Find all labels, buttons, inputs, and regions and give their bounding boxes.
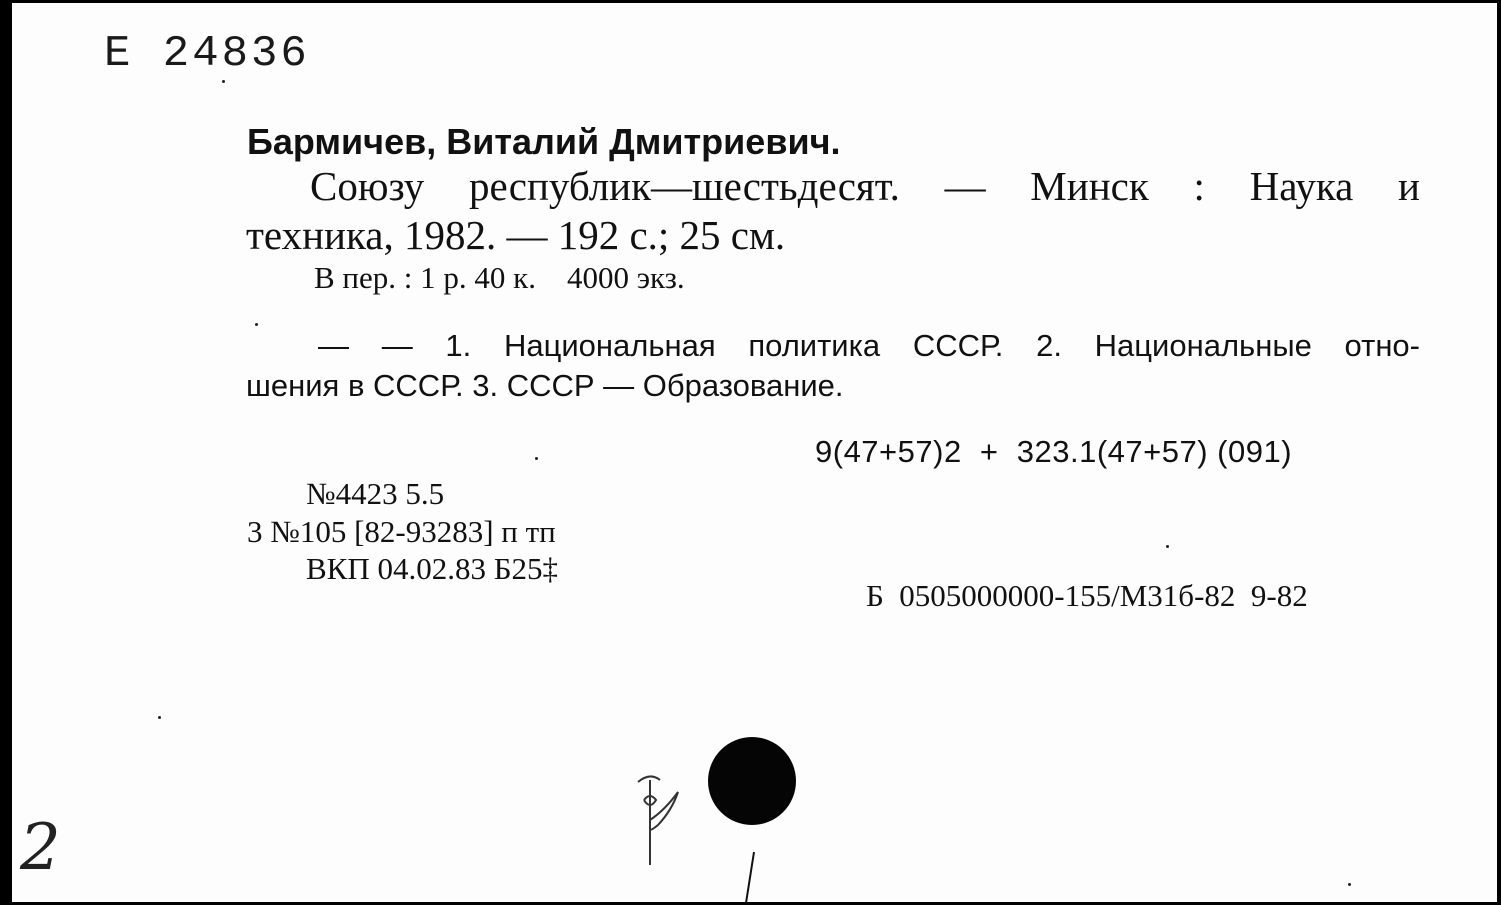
subjects-line-1 [246, 330, 1420, 361]
card-right-edge [1497, 0, 1501, 905]
card-left-edge [0, 0, 12, 905]
punch-hole-dot [708, 737, 796, 825]
title-line-1 [246, 163, 1420, 209]
speck [222, 80, 225, 83]
title-line-2: техника, 1982. — 192 с.; 25 см. [246, 212, 786, 258]
publisher-code: Б 0505000000-155/М31б-82 9-82 [866, 578, 1308, 613]
reference-number: №4423 5.5 [306, 476, 445, 511]
handwritten-number: 2 [20, 811, 61, 885]
order-number: 3 №105 [82-93283] п тп [247, 514, 556, 549]
pen-stroke [740, 850, 760, 905]
classification-index: 9(47+57)2 + 323.1(47+57) (091) [815, 434, 1293, 469]
price-and-print-run: В пер. : 1 р. 40 к. 4000 экз. [314, 260, 685, 295]
title-line-1-text: Союзу республик—шестьдесят. — Минск : Наука и [310, 163, 1420, 209]
card-top-edge [0, 0, 1501, 3]
speck [1166, 545, 1169, 548]
speck [1348, 883, 1351, 886]
subjects-line-1-text: — — 1. Национальная политика СССР. 2. Национальные отно- [318, 328, 1420, 363]
handwritten-mark [620, 770, 690, 870]
speck [255, 323, 258, 326]
speck [158, 716, 161, 719]
registration-line: ВКП 04.02.83 Б25‡ [306, 551, 559, 586]
subjects-line-2: шения в СССР. 3. СССР — Образование. [246, 368, 844, 403]
speck [535, 457, 538, 460]
author-heading: Бармичев, Виталий Дмитриевич. [247, 121, 841, 162]
shelf-code: Е 24836 [104, 29, 310, 79]
